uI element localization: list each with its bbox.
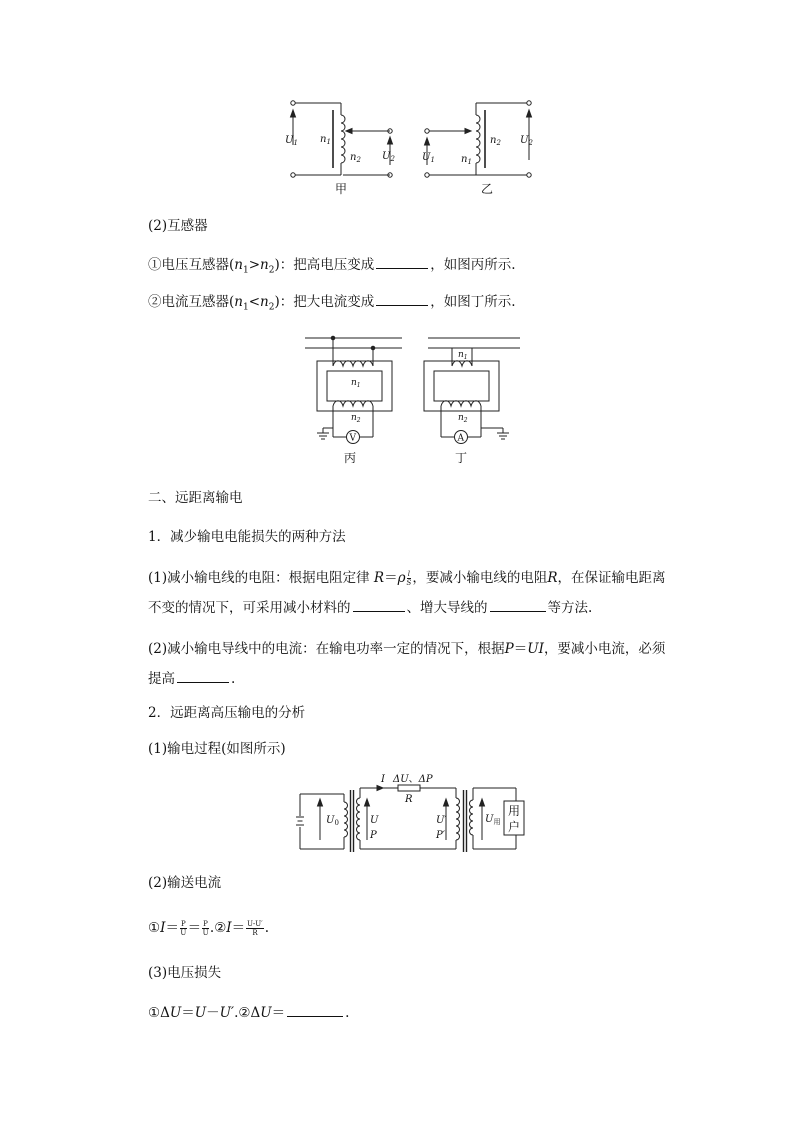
answer-blank (287, 1002, 343, 1017)
svg-text:n1: $n_1$ (320, 134, 331, 146)
voltmeter-label: V (349, 433, 356, 444)
label-resistance-r: R (405, 794, 413, 805)
section-title-long-distance: 二、远距离输电 (148, 490, 243, 506)
label-u1-b: U (422, 152, 431, 163)
svg-text:U用: $U_用$ (485, 814, 501, 826)
paragraph-reduce-resistance: (1)减小输电线的电阻：根据电阻定律 R＝ρ $\frac{l}{S}$ ，要减小输电线的电阻R，在保证输电距离不变的情况下，可采用减小材料的 、增大导线的 等方法. (148, 570, 666, 616)
caption-bing: 丙 (344, 451, 357, 465)
current-formula-line: ①I＝ $\frac{P}{U}$ ＝ $\frac{P}{U}$ .②I＝ $\frac{U-U'}{R}$ . (148, 920, 270, 937)
svg-text:n1: $n_1$ (458, 350, 468, 361)
label-u0: U (326, 815, 335, 826)
fraction-p-over-u-2: $\frac{P}{U}$ (202, 920, 209, 937)
heading-mutual-inductor: (2)互感器 (148, 218, 208, 234)
delivery-current-heading: (2)输送电流 (148, 875, 222, 891)
ammeter-label: A (457, 433, 464, 444)
label-n1: n (320, 134, 327, 145)
label-u-user: U (485, 814, 494, 825)
svg-text:n2: $n_2$ (458, 413, 468, 424)
label-n2: n (350, 152, 357, 163)
voltage-transformer-line: ①电压互感器$(n_1>n_2)$：把高电压变成 ，如图丙所示. (148, 254, 516, 281)
transmission-process-heading: (1)输电过程(如图所示) (148, 741, 286, 757)
user-label-top: 用 (508, 804, 521, 818)
voltage-loss-formula-line: ①ΔU＝U－U′.②ΔU＝ . (148, 1002, 349, 1023)
label-delta-u: ΔU (393, 774, 409, 785)
label-p-receive: P′ (436, 830, 445, 841)
label-n2-b: n (490, 135, 497, 146)
user-label-bottom: 户 (508, 820, 521, 834)
label-n2-ding: n (458, 413, 464, 423)
svg-text:U2: $U_2$ (382, 151, 395, 163)
label-n1-bing: n (351, 378, 357, 388)
caption-ding: 丁 (455, 451, 468, 465)
label-u2: U (382, 151, 391, 162)
label-n2-bing: n (351, 413, 357, 423)
voltage-loss-heading: (3)电压损失 (148, 965, 222, 981)
caption-jia: 甲 (335, 182, 348, 196)
item-1-heading: 1．减少输电电能损失的两种方法 (148, 529, 346, 545)
svg-text:ΔU、ΔP: ΔU、ΔP (393, 774, 433, 785)
fraction-l-over-s: $\frac{l}{S}$ (406, 570, 412, 587)
fraction-du-over-r: $\frac{U-U'}{R}$ (247, 920, 263, 937)
label-u-send: U (370, 815, 379, 826)
fraction-p-over-u: $\frac{P}{U}$ (180, 920, 187, 937)
svg-text:U0: $U_0$ (326, 815, 339, 827)
svg-text:n2: $n_2$ (351, 413, 361, 424)
label-current-i: I (381, 774, 385, 785)
label-delta-p: ΔP (418, 774, 433, 785)
svg-text:U1: $U_1$ (285, 135, 298, 147)
caption-yi: 乙 (481, 182, 494, 196)
item-2-heading: 2．远距离高压输电的分析 (148, 705, 306, 721)
svg-text:n1: $n_1$ (461, 154, 472, 166)
svg-text:n2: $n_2$ (350, 152, 361, 164)
paragraph-reduce-current: (2)减小输电导线中的电流：在输电功率一定的情况下，根据P＝UI，要减小电流，必须提高 . (148, 641, 666, 687)
label-p-send: P (370, 830, 377, 841)
current-transformer-line: ②电流互感器$(n_1<n_2)$：把大电流变成 ，如图丁所示. (148, 291, 516, 318)
svg-text:n1: $n_1$ (351, 378, 361, 389)
label-u2-b: U (520, 135, 529, 146)
svg-text:U1: $U_1$ (422, 152, 435, 164)
label-n1-b: n (461, 154, 468, 165)
svg-text:U2: $U_2$ (520, 135, 533, 147)
svg-text:n2: $n_2$ (490, 135, 501, 147)
label-u-receive: U′ (436, 815, 447, 826)
label-u1: U (285, 135, 294, 146)
label-n1-ding: n (458, 350, 464, 360)
